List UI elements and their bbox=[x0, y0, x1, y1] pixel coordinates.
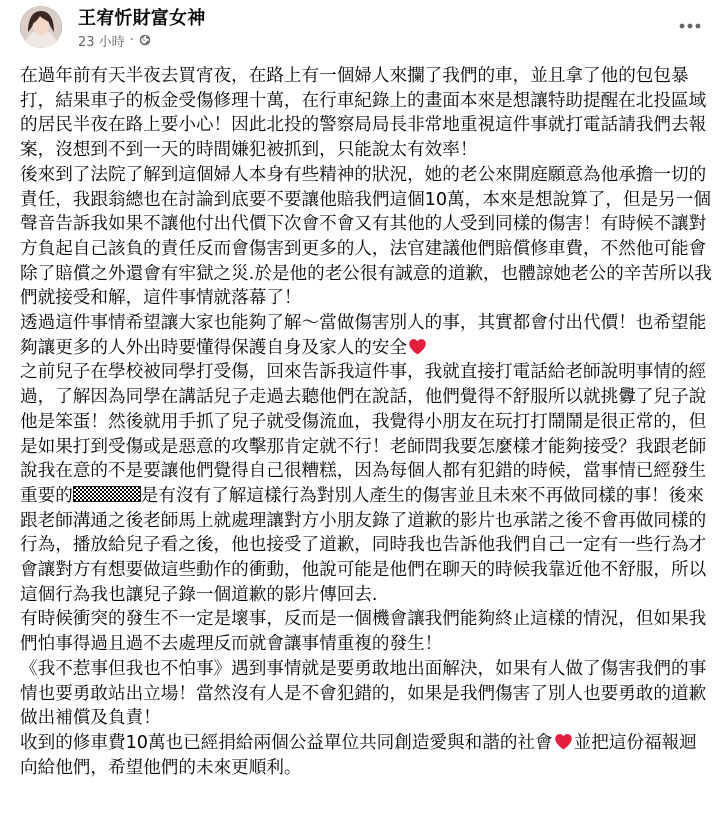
post-paragraph-6: 《我不惹事但我也不怕事》遇到事情就是要勇敢地出面解決，如果有人做了傷害我們的事情也要勇敢站出立場！當然沒有人是不會犯錯的，如果是我們傷害了別人也要勇敢的道歉做出補償及負責！ bbox=[20, 658, 707, 729]
paragraph-4-text-after: 是有沒有了解這樣行為對別人產生的傷害並且未來不再做同樣的事！後來跟老師溝通之後老師馬上就處理讓對方小朋友錄了道歉的影片也承諾之後不會再做同樣的行為，播放給兒子看之後，他也接受了道歉，同時我也告訴他我們自己一定有一些行為才會讓對方有想要做這些動作的衝動，他說可能是他們在聊天的時候我靠近他不舒服，所以這個行為我也讓兒子錄一個道歉的影片傳回去. bbox=[20, 485, 707, 605]
profile-avatar-icon bbox=[20, 6, 62, 48]
more-options-button[interactable] bbox=[674, 10, 706, 42]
paragraph-7-text-after: 並把這份福報迴向給他們，希望他們的未來更順利。 bbox=[20, 732, 697, 778]
post-meta bbox=[78, 31, 151, 49]
post-body bbox=[20, 64, 714, 780]
globe-icon bbox=[139, 34, 151, 46]
red-heart-icon bbox=[408, 338, 427, 355]
post-paragraph-4 bbox=[20, 360, 714, 607]
meta-separator: · bbox=[129, 32, 134, 48]
more-options-icon bbox=[679, 22, 701, 30]
post-paragraph-1: 在過年前有天半夜去買宵夜，在路上有一個婦人來攔了我們的車，並且拿了他的包包暴打，結果車子的板金受傷修理十萬，在行車紀錄上的畫面本來是想讓特助提醒在北投區域的居民半夜在路上要小心！因此北投的警察局局長非常地重視這件事就打電話請我們去報案，沒想到不到一天的時間嫌犯被抓到，只能說太有效率！ bbox=[20, 66, 707, 161]
post-paragraph-5: 有時候衝突的發生不一定是壞事，反而是一個機會讓我們能夠終止這樣的情況，但如果我們怕事得過且過不去處理反而就會讓事情重複的發生！ bbox=[20, 609, 707, 655]
paragraph-4-text-before: 之前兒子在學校被同學打受傷，回來告訴我這件事，我就直接打電話給老師說明事情的經過，了解因為同學在講話兒子走過去聽他們在說話，他們覺得不舒服所以就挑釁了兒子說他是笨蛋！然後就用手抓了兒子就受傷流血，我覺得小朋友在玩打打鬧鬧是很正常的，但是如果打到受傷或是惡意的攻擊那肯定就不行！老師問我要怎麼樣才能夠接受？我跟老師說我在意的不是要讓他們覺得自己很糟糕，因為每個人都有犯錯的時候，當事情已經發生重要的 bbox=[20, 362, 707, 506]
paragraph-3-text: 透過這件事情希望讓大家也能夠了解～當做傷害別人的事，其實都會付出代價！也希望能夠讓更多的人外出時要懂得保護自身及家人的安全 bbox=[20, 313, 707, 358]
author-name[interactable]: 王宥忻財富女神 bbox=[78, 8, 206, 29]
author-avatar[interactable] bbox=[20, 6, 62, 48]
red-heart-icon bbox=[554, 733, 573, 750]
censored-text-pixelation-icon bbox=[73, 486, 141, 502]
post-paragraph-3 bbox=[20, 311, 714, 360]
post-paragraph-7 bbox=[20, 731, 714, 780]
post-header bbox=[18, 0, 718, 62]
paragraph-7-text-before: 收到的修車費10萬也已經捐給兩個公益單位共同創造愛與和諧的社會 bbox=[20, 732, 553, 753]
post-paragraph-2: 後來到了法院了解到這個婦人本身有些精神的狀況，她的老公來開庭願意為他承擔一切的責任，我跟翁總也在討論到底要不要讓他賠我們這個10萬，本來是想說算了，但是另一個聲音告訴我如果不讓他付出代價下次會不會又有其他的人受到同樣的傷害！有時候不讓對方負起自己該負的責任反而會傷害到更多的人，法官建議他們賠償修車費，不然他可能會除了賠償之外還會有牢獄之災.於是他的老公很有誠意的道歉，也體諒她老公的辛苦所以我們就接受和解，這件事情就落幕了！ bbox=[20, 164, 712, 309]
post-timestamp[interactable]: 23 小時 bbox=[78, 34, 125, 50]
